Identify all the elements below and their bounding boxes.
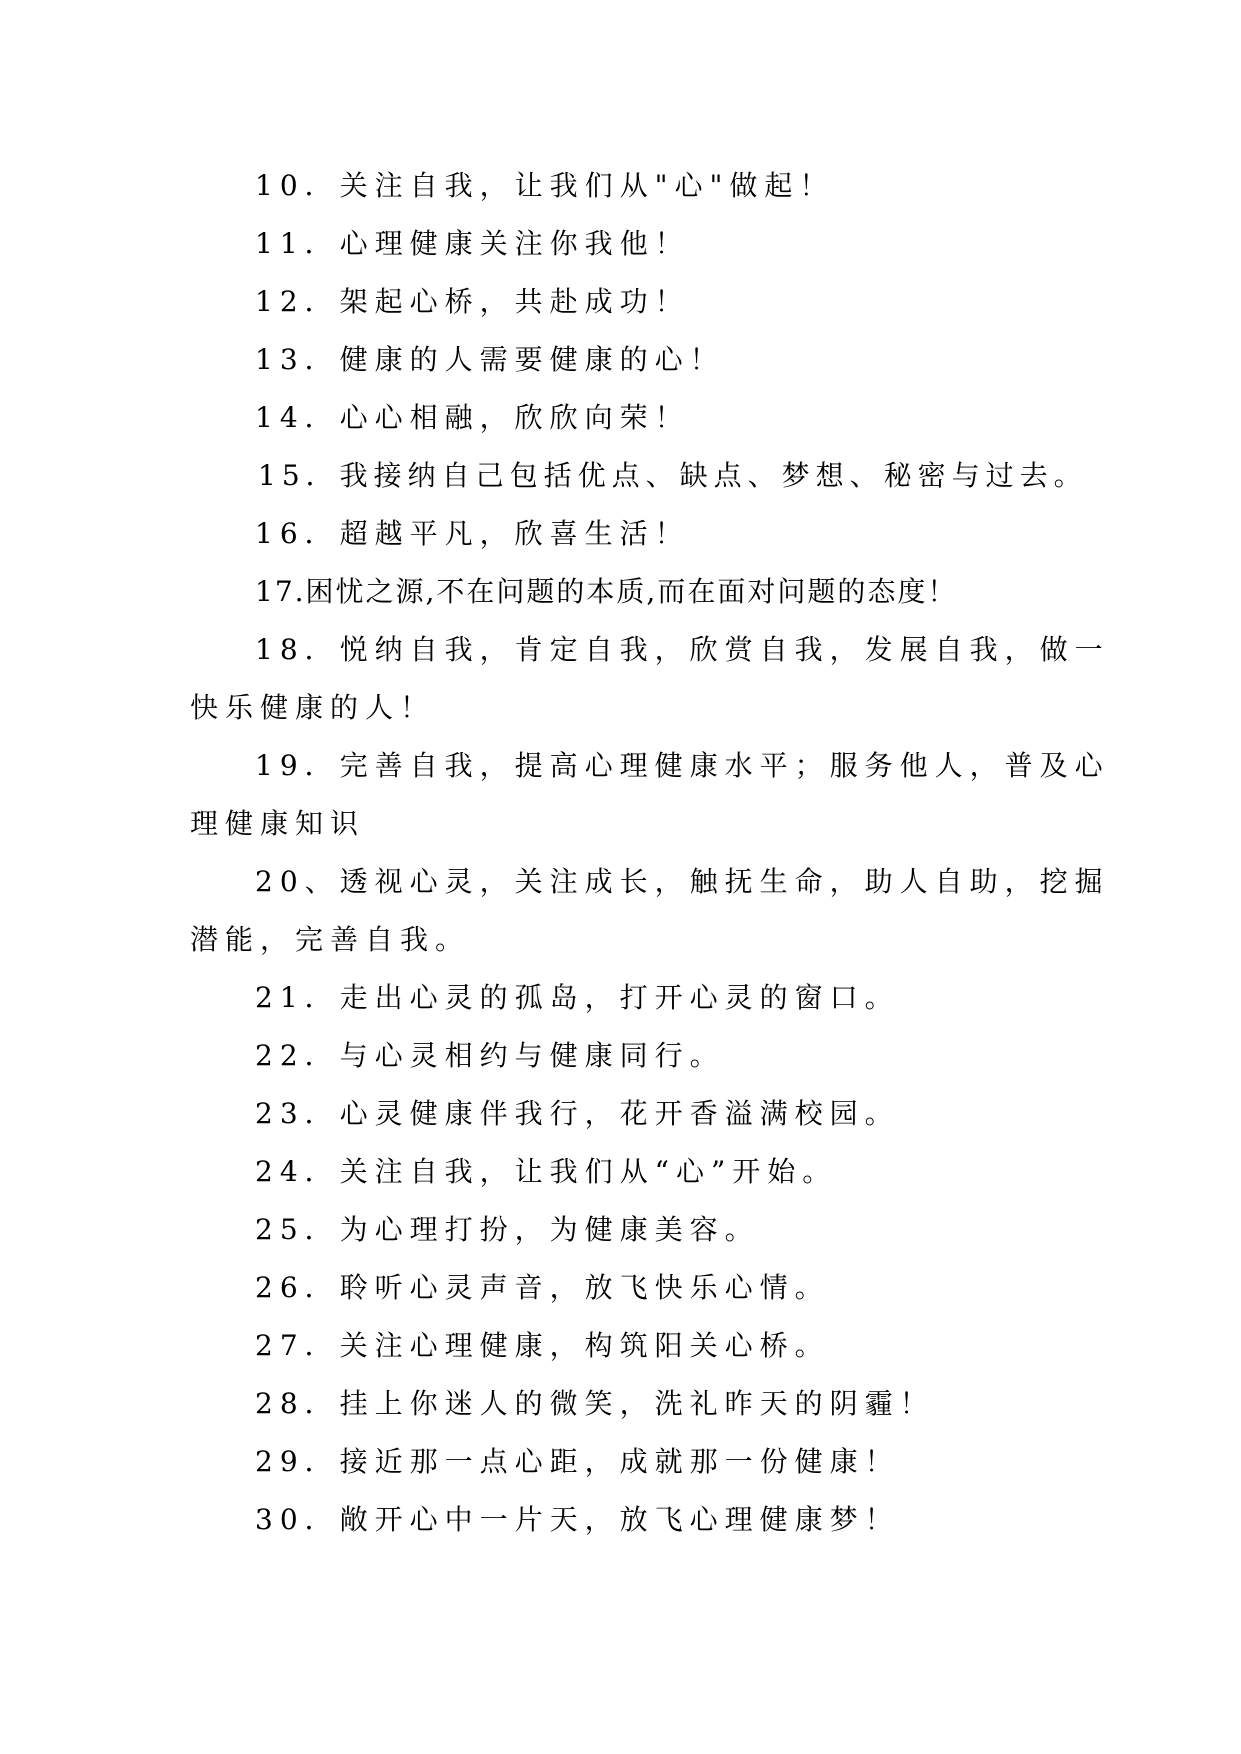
text-line: 10．关注自我，让我们从"心"做起！ [255, 169, 835, 202]
text-line: 12．架起心桥，共赴成功！ [255, 285, 690, 318]
text-line-continuation: 快乐健康的人！ [190, 691, 436, 724]
text-line: 28．挂上你迷人的微笑，洗礼昨天的阴霾！ [255, 1387, 935, 1420]
text-line-continuation: 潜能，完善自我。 [190, 923, 471, 956]
text-line: 22．与心灵相约与健康同行。 [255, 1039, 725, 1072]
text-line: 29．接近那一点心距，成就那一份健康！ [255, 1445, 900, 1478]
text-line: 25．为心理打扮，为健康美容。 [255, 1213, 760, 1246]
text-line: 11．心理健康关注你我他！ [255, 227, 690, 260]
text-line: 24．关注自我，让我们从“心”开始。 [255, 1155, 838, 1188]
text-line: 21．走出心灵的孤岛，打开心灵的窗口。 [255, 981, 900, 1014]
text-line: 18．悦纳自我，肯定自我，欣赏自我，发展自我，做一 [255, 633, 1110, 666]
text-line: 15．我接纳自己包括优点、缺点、梦想、秘密与过去。 [258, 459, 1088, 492]
text-line: 17.困忧之源,不在问题的本质,而在面对问题的态度！ [255, 575, 958, 608]
text-line: 20、透视心灵，关注成长，触抚生命，助人自助，挖掘 [255, 865, 1110, 898]
text-line: 16．超越平凡，欣喜生活！ [255, 517, 690, 550]
text-line: 27．关注心理健康，构筑阳关心桥。 [255, 1329, 830, 1362]
text-line: 19．完善自我，提高心理健康水平；服务他人，普及心 [255, 749, 1110, 782]
text-line: 23．心灵健康伴我行，花开香溢满校园。 [255, 1097, 900, 1130]
text-line: 13．健康的人需要健康的心！ [255, 343, 725, 376]
text-line: 14．心心相融，欣欣向荣！ [255, 401, 690, 434]
text-line-continuation: 理健康知识 [190, 807, 366, 840]
text-line: 26．聆听心灵声音，放飞快乐心情。 [255, 1271, 830, 1304]
text-line: 30．敞开心中一片天，放飞心理健康梦！ [255, 1503, 900, 1536]
